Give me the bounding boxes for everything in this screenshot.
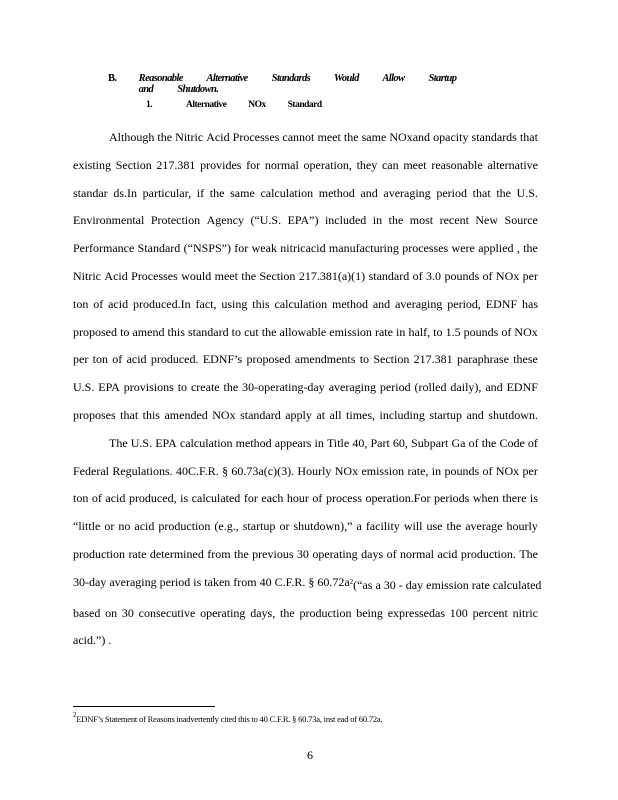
word: ton — [73, 296, 89, 311]
word: and — [485, 380, 503, 395]
word: provides — [200, 157, 242, 172]
word: most — [409, 213, 434, 228]
word: times, — [346, 407, 376, 422]
word: amend — [132, 324, 165, 339]
word: has — [522, 296, 538, 311]
word: if — [196, 185, 205, 200]
word: averaging — [395, 296, 443, 311]
text-line — [73, 485, 538, 513]
word: previous — [252, 546, 294, 561]
word: they — [356, 157, 378, 172]
word: in — [396, 324, 406, 339]
word: Hourly — [297, 463, 332, 478]
word: per — [73, 352, 89, 367]
word: determined — [149, 546, 204, 561]
word: nitricacid — [280, 241, 326, 256]
word: produced, — [128, 491, 177, 506]
word: , — [516, 241, 520, 256]
word: on — [105, 605, 118, 620]
word: method — [331, 296, 368, 311]
word: paraphrase — [456, 352, 509, 367]
word: opacity — [433, 130, 469, 144]
word: operating — [312, 546, 358, 561]
word: consecutive — [138, 605, 196, 620]
word: or — [104, 519, 115, 534]
word: fact, — [195, 296, 217, 311]
word: particular, — [142, 185, 192, 200]
word: of — [482, 268, 493, 283]
word: 40, — [352, 435, 368, 450]
word: of — [112, 352, 123, 367]
word: of — [468, 435, 479, 450]
word: standard — [187, 324, 229, 339]
word: acid — [134, 519, 155, 534]
word: 60.73a(c)(3). — [231, 463, 295, 478]
word: these — [513, 352, 538, 367]
word: pounds — [463, 324, 499, 339]
word: to — [120, 324, 130, 339]
word: NOx — [212, 407, 236, 422]
text-segment-tail: (“as a 30 - day emission rate calculated — [353, 577, 542, 592]
word: averaging — [383, 185, 431, 200]
word: all — [329, 407, 342, 422]
subsection-number: 1. — [146, 100, 153, 110]
text-line — [73, 600, 538, 628]
word: and — [372, 296, 391, 311]
word: the — [234, 546, 249, 561]
word: in — [431, 463, 442, 478]
body-text — [73, 124, 542, 655]
word: U.S. — [516, 185, 538, 200]
word: Nitric — [175, 130, 204, 144]
word: would — [181, 268, 212, 283]
word: hour — [286, 491, 309, 506]
word: Standard — [137, 241, 181, 256]
word: 30 — [121, 605, 134, 620]
word: produced. — [150, 352, 199, 367]
word: NOx — [514, 324, 538, 339]
text-line — [73, 541, 538, 569]
word: Processes — [131, 268, 178, 283]
word: cannot — [282, 130, 315, 144]
word: emission — [361, 463, 405, 478]
word: 217.381(a)(1) — [298, 268, 366, 283]
word: and — [360, 185, 378, 200]
word: the — [481, 435, 497, 450]
word: to — [231, 324, 241, 339]
word: Acid — [104, 268, 128, 283]
word: that — [120, 407, 139, 422]
text-line — [73, 263, 538, 291]
word: calculated — [191, 491, 241, 506]
text-line — [73, 291, 538, 319]
word: days, — [250, 605, 276, 620]
word: facility — [365, 519, 400, 534]
word: The — [519, 546, 538, 561]
word: normal — [264, 157, 299, 172]
text-line — [73, 513, 538, 541]
word: will — [403, 519, 423, 534]
word: Protection — [150, 213, 201, 228]
word: apply — [285, 407, 312, 422]
word: nitric — [512, 605, 538, 620]
word: NOx — [334, 463, 359, 478]
word: same — [361, 130, 387, 144]
word: for — [243, 491, 258, 506]
word: per — [522, 268, 538, 283]
word: at — [316, 407, 326, 422]
text-segment: 30-day averaging period is taken from 40 C.F.R. § 60.72a — [73, 574, 350, 589]
word: the — [209, 185, 225, 200]
word: same — [230, 185, 255, 200]
page-number: 6 — [307, 748, 313, 762]
word: of — [482, 463, 493, 478]
word: manufacturing — [328, 241, 399, 256]
word: standar — [73, 185, 108, 200]
word: Environmental — [73, 213, 145, 228]
word: meet — [317, 130, 341, 144]
word: the — [496, 185, 511, 200]
word: to — [177, 380, 188, 395]
word: appears — [274, 435, 312, 450]
word: included — [324, 213, 367, 228]
word: daily), — [450, 380, 482, 395]
word: ton — [92, 352, 108, 367]
word: there — [502, 491, 527, 506]
word: applied — [478, 241, 514, 256]
word: period — [436, 185, 467, 200]
text-line — [73, 402, 538, 430]
word: period, — [447, 296, 481, 311]
word: rate — [374, 324, 393, 339]
word: of — [312, 491, 323, 506]
text-line-with-footnote — [73, 569, 542, 600]
word: and — [466, 407, 484, 422]
word: Processes — [232, 130, 280, 144]
footnote-number: 2 — [73, 711, 77, 719]
word: for — [246, 157, 261, 172]
word: acid — [437, 546, 458, 561]
word: the — [157, 130, 173, 144]
word: Ga — [451, 435, 466, 450]
text-line — [73, 235, 538, 263]
word: days — [361, 546, 384, 561]
word: reasonable — [431, 157, 483, 172]
word: (“U.S. — [250, 213, 282, 228]
word: operation, — [303, 157, 352, 172]
subsection-title: Alternative NOx Standard — [186, 100, 322, 110]
word: produced.In — [132, 296, 191, 311]
word: Although — [109, 130, 155, 144]
footnote — [73, 711, 473, 724]
section-title: Reasonable Alternative Standards Would Allow Startup and Shutdown. — [138, 73, 457, 95]
word: Section — [373, 352, 410, 367]
word: standards — [471, 130, 517, 144]
section-heading-b — [108, 73, 488, 95]
word: from — [207, 546, 231, 561]
word: cut — [244, 324, 259, 339]
text-line — [73, 124, 538, 152]
word: that — [472, 185, 491, 200]
word: Federal — [73, 463, 109, 478]
word: shutdown. — [488, 407, 538, 422]
footnote-divider — [73, 706, 215, 707]
word: expressedas — [387, 605, 445, 620]
word: EPA”) — [287, 213, 319, 228]
word: NOxand — [389, 130, 431, 144]
text-line: acid.”) . — [73, 633, 112, 648]
word: Source — [504, 213, 538, 228]
word: in — [372, 213, 383, 228]
text-line — [73, 319, 538, 347]
word: method — [318, 185, 355, 200]
word: amended — [164, 407, 208, 422]
word: § — [222, 463, 229, 478]
word: Performance — [73, 241, 135, 256]
word: provisions — [123, 380, 174, 395]
word: the — [446, 519, 462, 534]
word: for — [234, 241, 249, 256]
word: or — [279, 519, 290, 534]
word: U.S. — [130, 435, 153, 450]
word: is — [180, 491, 189, 506]
word: using — [221, 296, 248, 311]
word: Subpart — [411, 435, 449, 450]
word: The — [109, 435, 128, 450]
word: each — [261, 491, 284, 506]
word: standard — [240, 407, 281, 422]
word: can — [381, 157, 399, 172]
word: to — [433, 324, 443, 339]
word: EDNF — [506, 380, 538, 395]
word: acid — [105, 491, 126, 506]
footnote-text: EDNF’s Statement of Reasons inadvertently cited this to 40 C.F.R. § 60.73a, inst ead of 60.72a. — [76, 714, 383, 724]
word: average — [465, 519, 503, 534]
word: calculation — [274, 296, 328, 311]
word: per — [522, 463, 538, 478]
word: Section — [259, 268, 296, 283]
word: startup — [242, 519, 276, 534]
word: proposed — [246, 352, 291, 367]
word: 1.5 — [445, 324, 461, 339]
word: operating — [200, 605, 246, 620]
word: calculation — [179, 435, 233, 450]
word: of — [386, 546, 397, 561]
word: rate — [128, 546, 147, 561]
word: being — [356, 605, 383, 620]
word: percent — [472, 605, 508, 620]
word: U.S. — [73, 380, 95, 395]
word: production — [158, 519, 211, 534]
word: production. — [460, 546, 516, 561]
word: 3.0 — [426, 268, 442, 283]
word: the — [280, 605, 295, 620]
word: process — [325, 491, 362, 506]
word: amendments — [294, 352, 356, 367]
word: of — [527, 435, 538, 450]
section-letter: B. — [108, 73, 117, 84]
word: production — [299, 605, 352, 620]
word: weak — [251, 241, 277, 256]
word: (“NSPS”) — [183, 241, 231, 256]
word: 30-operating-day — [242, 380, 325, 395]
word: Agency — [206, 213, 244, 228]
word: operation.For — [365, 491, 431, 506]
word: method — [235, 435, 272, 450]
word: period — [379, 380, 411, 395]
word: shutdown),” — [293, 519, 353, 534]
word: normal — [400, 546, 434, 561]
word: Code — [499, 435, 525, 450]
word: pounds — [444, 268, 480, 283]
word: Nitric — [73, 268, 101, 283]
text-line — [73, 180, 538, 208]
word: recent — [439, 213, 469, 228]
word: the — [388, 213, 404, 228]
footnote-marker[interactable]: 2 — [349, 577, 354, 586]
word: production — [73, 546, 125, 561]
word: no — [118, 519, 131, 534]
word: Part — [370, 435, 390, 450]
word: averaging — [328, 380, 376, 395]
word: the — [223, 380, 239, 395]
word: pounds — [444, 463, 480, 478]
word: acid — [108, 296, 129, 311]
word: a — [356, 519, 362, 534]
word: meet — [403, 157, 427, 172]
word: EDNF — [485, 296, 518, 311]
text-line — [73, 152, 538, 180]
word: Acid — [206, 130, 230, 144]
word: of — [93, 296, 104, 311]
word: periods — [434, 491, 470, 506]
text-segment-with-marker — [350, 569, 542, 600]
word: including — [379, 407, 425, 422]
word: were — [451, 241, 475, 256]
word: 40C.F.R. — [176, 463, 219, 478]
word: the — [343, 130, 359, 144]
word: EPA — [98, 380, 120, 395]
word: EDNF’s — [202, 352, 243, 367]
word: EPA — [155, 435, 177, 450]
text-line — [73, 374, 538, 402]
word: the — [523, 241, 538, 256]
word: that — [519, 130, 538, 144]
word: (e.g., — [214, 519, 239, 534]
word: Regulations. — [112, 463, 173, 478]
word: Section — [115, 157, 152, 172]
word: (rolled — [414, 380, 447, 395]
word: startup — [429, 407, 462, 422]
word: use — [426, 519, 443, 534]
word: acid — [126, 352, 147, 367]
word: of — [91, 491, 102, 506]
word: NOx — [495, 463, 520, 478]
word: New — [475, 213, 499, 228]
word: ds.In — [113, 185, 137, 200]
word: proposes — [73, 407, 116, 422]
word: alternative — [487, 157, 538, 172]
word: this — [142, 407, 160, 422]
word: “little — [73, 519, 101, 534]
text-line — [73, 430, 538, 458]
word: existing — [73, 157, 111, 172]
word: NOx — [495, 268, 520, 283]
word: this — [167, 324, 185, 339]
text-line — [73, 458, 538, 486]
word: based — [73, 605, 101, 620]
word: 217.381 — [156, 157, 196, 172]
word: proposed — [73, 324, 117, 339]
word: this — [252, 296, 270, 311]
word: ton — [73, 491, 89, 506]
word: 30 — [296, 546, 309, 561]
word: processes — [402, 241, 449, 256]
word: the — [261, 324, 277, 339]
word: to — [359, 352, 370, 367]
word: hourly — [506, 519, 538, 534]
word: 100 — [449, 605, 468, 620]
word: allowable — [279, 324, 327, 339]
subsection-heading-1 — [146, 100, 354, 110]
word: is — [529, 491, 538, 506]
word: 217.381 — [413, 352, 453, 367]
word: meet — [214, 268, 238, 283]
word: Title — [326, 435, 350, 450]
word: of — [501, 324, 512, 339]
word: when — [472, 491, 499, 506]
word: of — [412, 268, 423, 283]
word: 60, — [392, 435, 408, 450]
word: standard — [368, 268, 410, 283]
word: create — [190, 380, 220, 395]
text-line — [73, 346, 538, 374]
word: rate, — [407, 463, 429, 478]
word: emission — [329, 324, 372, 339]
word: the — [241, 268, 257, 283]
word: calculation — [260, 185, 314, 200]
word: in — [314, 435, 324, 450]
text-line — [73, 207, 538, 235]
word: half, — [408, 324, 431, 339]
